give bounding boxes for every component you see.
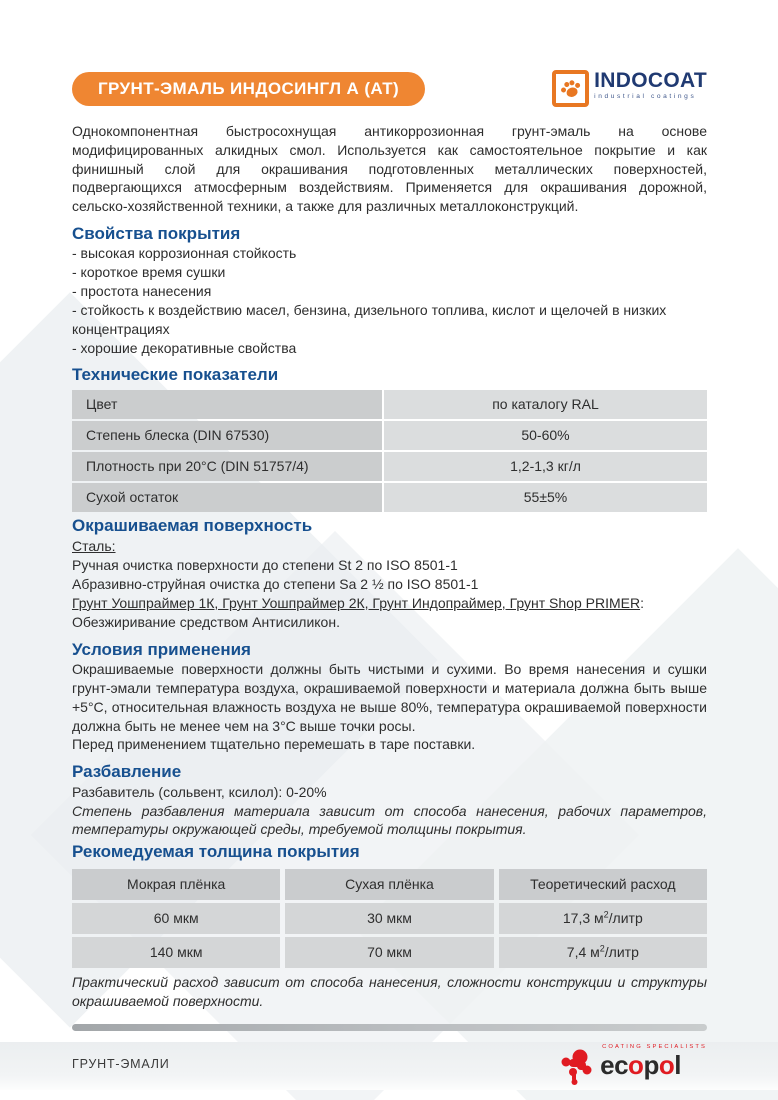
surface-primers-label: Грунт Уошпраймер 1К, Грунт Уошпраймер 2К, Грунт Индопраймер, Грунт Shop PRIMER [72,594,641,611]
thickness-table [72,869,707,969]
footer [72,1045,707,1094]
footer-divider [72,1024,707,1031]
table-param-cell: Сухой остаток [72,483,382,512]
section-title-dilution: Разбавление [72,762,182,782]
section-title-surface: Окрашиваемая поверхность [72,516,313,536]
table-cell-dry: 70 мкм [285,937,493,968]
table-cell-dry: 30 мкм [285,903,493,934]
ecopol-wordmark: ecopol [600,1049,681,1080]
thickness-note: Практический расход зависит от способа нанесения, сложности конструкции и структуры окрашиваемой поверхности. [72,974,707,1009]
header [72,0,707,107]
section-title-thickness: Рекомедуемая толщина покрытия [72,842,360,862]
surface-degrease-line: Обезжиривание средством Антисиликон. [72,613,340,630]
table-value-cell: 1,2-1,3 кг/л [384,452,707,481]
paint-splat-icon [557,1045,597,1094]
conditions-note: Перед применением тщательно перемешать в таре поставки. [72,736,476,753]
section-title-technical: Технические показатели [72,365,279,385]
table-header-cell: Теоретический расход [499,869,707,900]
table-value-cell: по каталогу RAL [384,390,707,419]
table-cell-wet: 60 мкм [72,903,280,934]
indocoat-logo-name: INDOCOAT [594,69,707,92]
table-param-cell: Цвет [72,390,382,419]
surface-steel-label: Сталь: [72,537,116,554]
ecopol-tagline: COATING SPECIALISTS [602,1043,707,1050]
property-item: - простота нанесения [72,283,212,300]
section-title-conditions: Условия применения [72,639,251,659]
surface-line: Абразивно-струйная очистка до степени Sa 2 ½ по ISO 8501-1 [72,575,479,592]
surface-line: Ручная очистка поверхности до степени St 2 по ISO 8501-1 [72,556,458,573]
table-param-cell: Плотность при 20°С (DIN 51757/4) [72,452,382,481]
surface-primers-colon: : [640,594,644,611]
ecopol-logo [557,1045,707,1094]
table-value-cell: 55±5% [384,483,707,512]
property-item: - высокая коррозионная стойкость [72,245,297,262]
paw-icon [552,70,589,107]
technical-table [72,390,707,513]
property-item: - короткое время сушки [72,264,226,281]
dilution-italic-note: Степень разбавления материала зависит от способа нанесения, рабочих параметров, температуры окружающей среды, требуемой толщины покрытия. [72,802,707,838]
footer-category-label: ГРУНТ-ЭМАЛИ [72,1056,170,1071]
table-cell-rate: 17,3 $м^2$/литр [499,903,707,934]
table-header-cell: Сухая плёнка [285,869,493,900]
table-cell-rate: 7,4 $м^2$/литр [499,937,707,968]
indocoat-logo-tagline: industrial coatings [594,93,697,100]
table-value-cell: 50-60% [384,421,707,450]
dilution-line: Разбавитель (сольвент, ксилол): 0-20% [72,783,327,800]
table-header-cell: Мокрая плёнка [72,869,280,900]
intro-paragraph: Однокомпонентная быстросохнущая антикоррозионная грунт-эмаль на основе модифицированных алкидных смол. Используется как самостоятельное покрытие и как финишный слой для окрашивания подготовленных металлических поверхностей, подвергающихся атмосферным воздействиям. Применяется для окрашивания дорожной, сельско-хозяйственной техники, а также для различных металлоконструкций. [72,123,707,215]
conditions-paragraph: Окрашиваемые поверхности должны быть чистыми и сухими. Во время нанесения и сушки грунт-эмали температура воздуха, окрашиваемой поверхности и материала должна быть выше +5°С, относительная влажность воздуха не выше 80%, температура окрашиваемой поверхности должна быть не менее чем на 3°С выше точки росы. [72,661,707,734]
property-item: - хорошие декоративные свойства [72,339,297,356]
section-title-properties: Свойства покрытия [72,224,241,244]
property-item: - стойкость к воздействию масел, бензина, дизельного топлива, кислот и щелочей в низких концентрациях [72,301,667,337]
surface-primers-line [72,594,707,613]
product-title-badge: ГРУНТ-ЭМАЛЬ ИНДОСИНГЛ А (АТ) [72,72,425,106]
table-cell-wet: 140 мкм [72,937,280,968]
indocoat-logo [552,70,707,107]
table-param-cell: Степень блеска (DIN 67530) [72,421,382,450]
